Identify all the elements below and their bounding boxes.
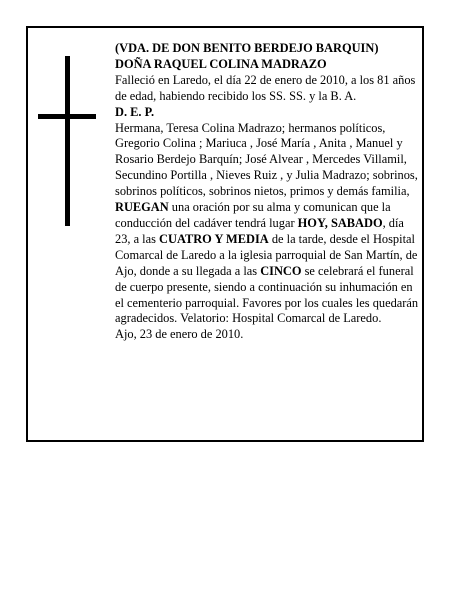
rip-text: D. E. P. bbox=[115, 104, 155, 119]
widow-of-line bbox=[115, 41, 421, 57]
hoy-sabado: HOY, SABADO bbox=[297, 215, 383, 230]
widow-of-text: (VDA. DE DON BENITO BERDEJO BARQUIN) bbox=[115, 41, 379, 55]
request-text-1: una oración por su alma y comunican que la conducción del cadáver tendrá lugar bbox=[115, 200, 391, 230]
rip-line bbox=[115, 105, 421, 121]
obituary-notice bbox=[26, 26, 424, 442]
ruegan-word: RUEGAN bbox=[115, 200, 169, 215]
notice-body bbox=[115, 41, 421, 343]
cross-horizontal-bar bbox=[38, 114, 96, 119]
request-text-3: de la tarde, desde el Hospital Comarcal de Laredo a la iglesia parroquial de San Martín, de Ajo, donde a su llegada a las bbox=[115, 231, 418, 278]
place-date: Ajo, 23 de enero de 2010. bbox=[115, 327, 244, 342]
cross-vertical-bar bbox=[65, 56, 70, 226]
deceased-name-text: DOÑA RAQUEL COLINA MADRAZO bbox=[115, 56, 327, 71]
request-text-2: , día 23, a las bbox=[115, 215, 404, 246]
time-funeral: CINCO bbox=[260, 263, 302, 278]
deceased-name bbox=[115, 57, 421, 73]
time-main: CUATRO Y MEDIA bbox=[159, 231, 269, 246]
cross-icon bbox=[38, 56, 96, 226]
family-list: Hermana, Teresa Colina Madrazo; hermanos políticos, Gregorio Colina ; Mariuca , José María , Anita , Manuel y Rosario Berdejo Barquín; José Alvear , Mercedes Villamil, Secundino Portilla , Nieves Ruiz , y Julia Madrazo; sobrinos, sobrinos políticos, sobrinos nietos, primos y demás familia, bbox=[115, 120, 418, 199]
death-info: Falleció en Laredo, el día 22 de enero de 2010, a los 81 años de edad, habiendo recibido los SS. SS. y la B. A. bbox=[115, 72, 416, 103]
request-text-4: se celebrará el funeral de cuerpo presente, siendo a continuación su inhumación en el cementerio parroquial. Favores por los cuales les quedarán agradecidos. Velatorio: Hospital Comarcal de Laredo. bbox=[115, 263, 419, 326]
request-paragraph bbox=[115, 200, 421, 327]
